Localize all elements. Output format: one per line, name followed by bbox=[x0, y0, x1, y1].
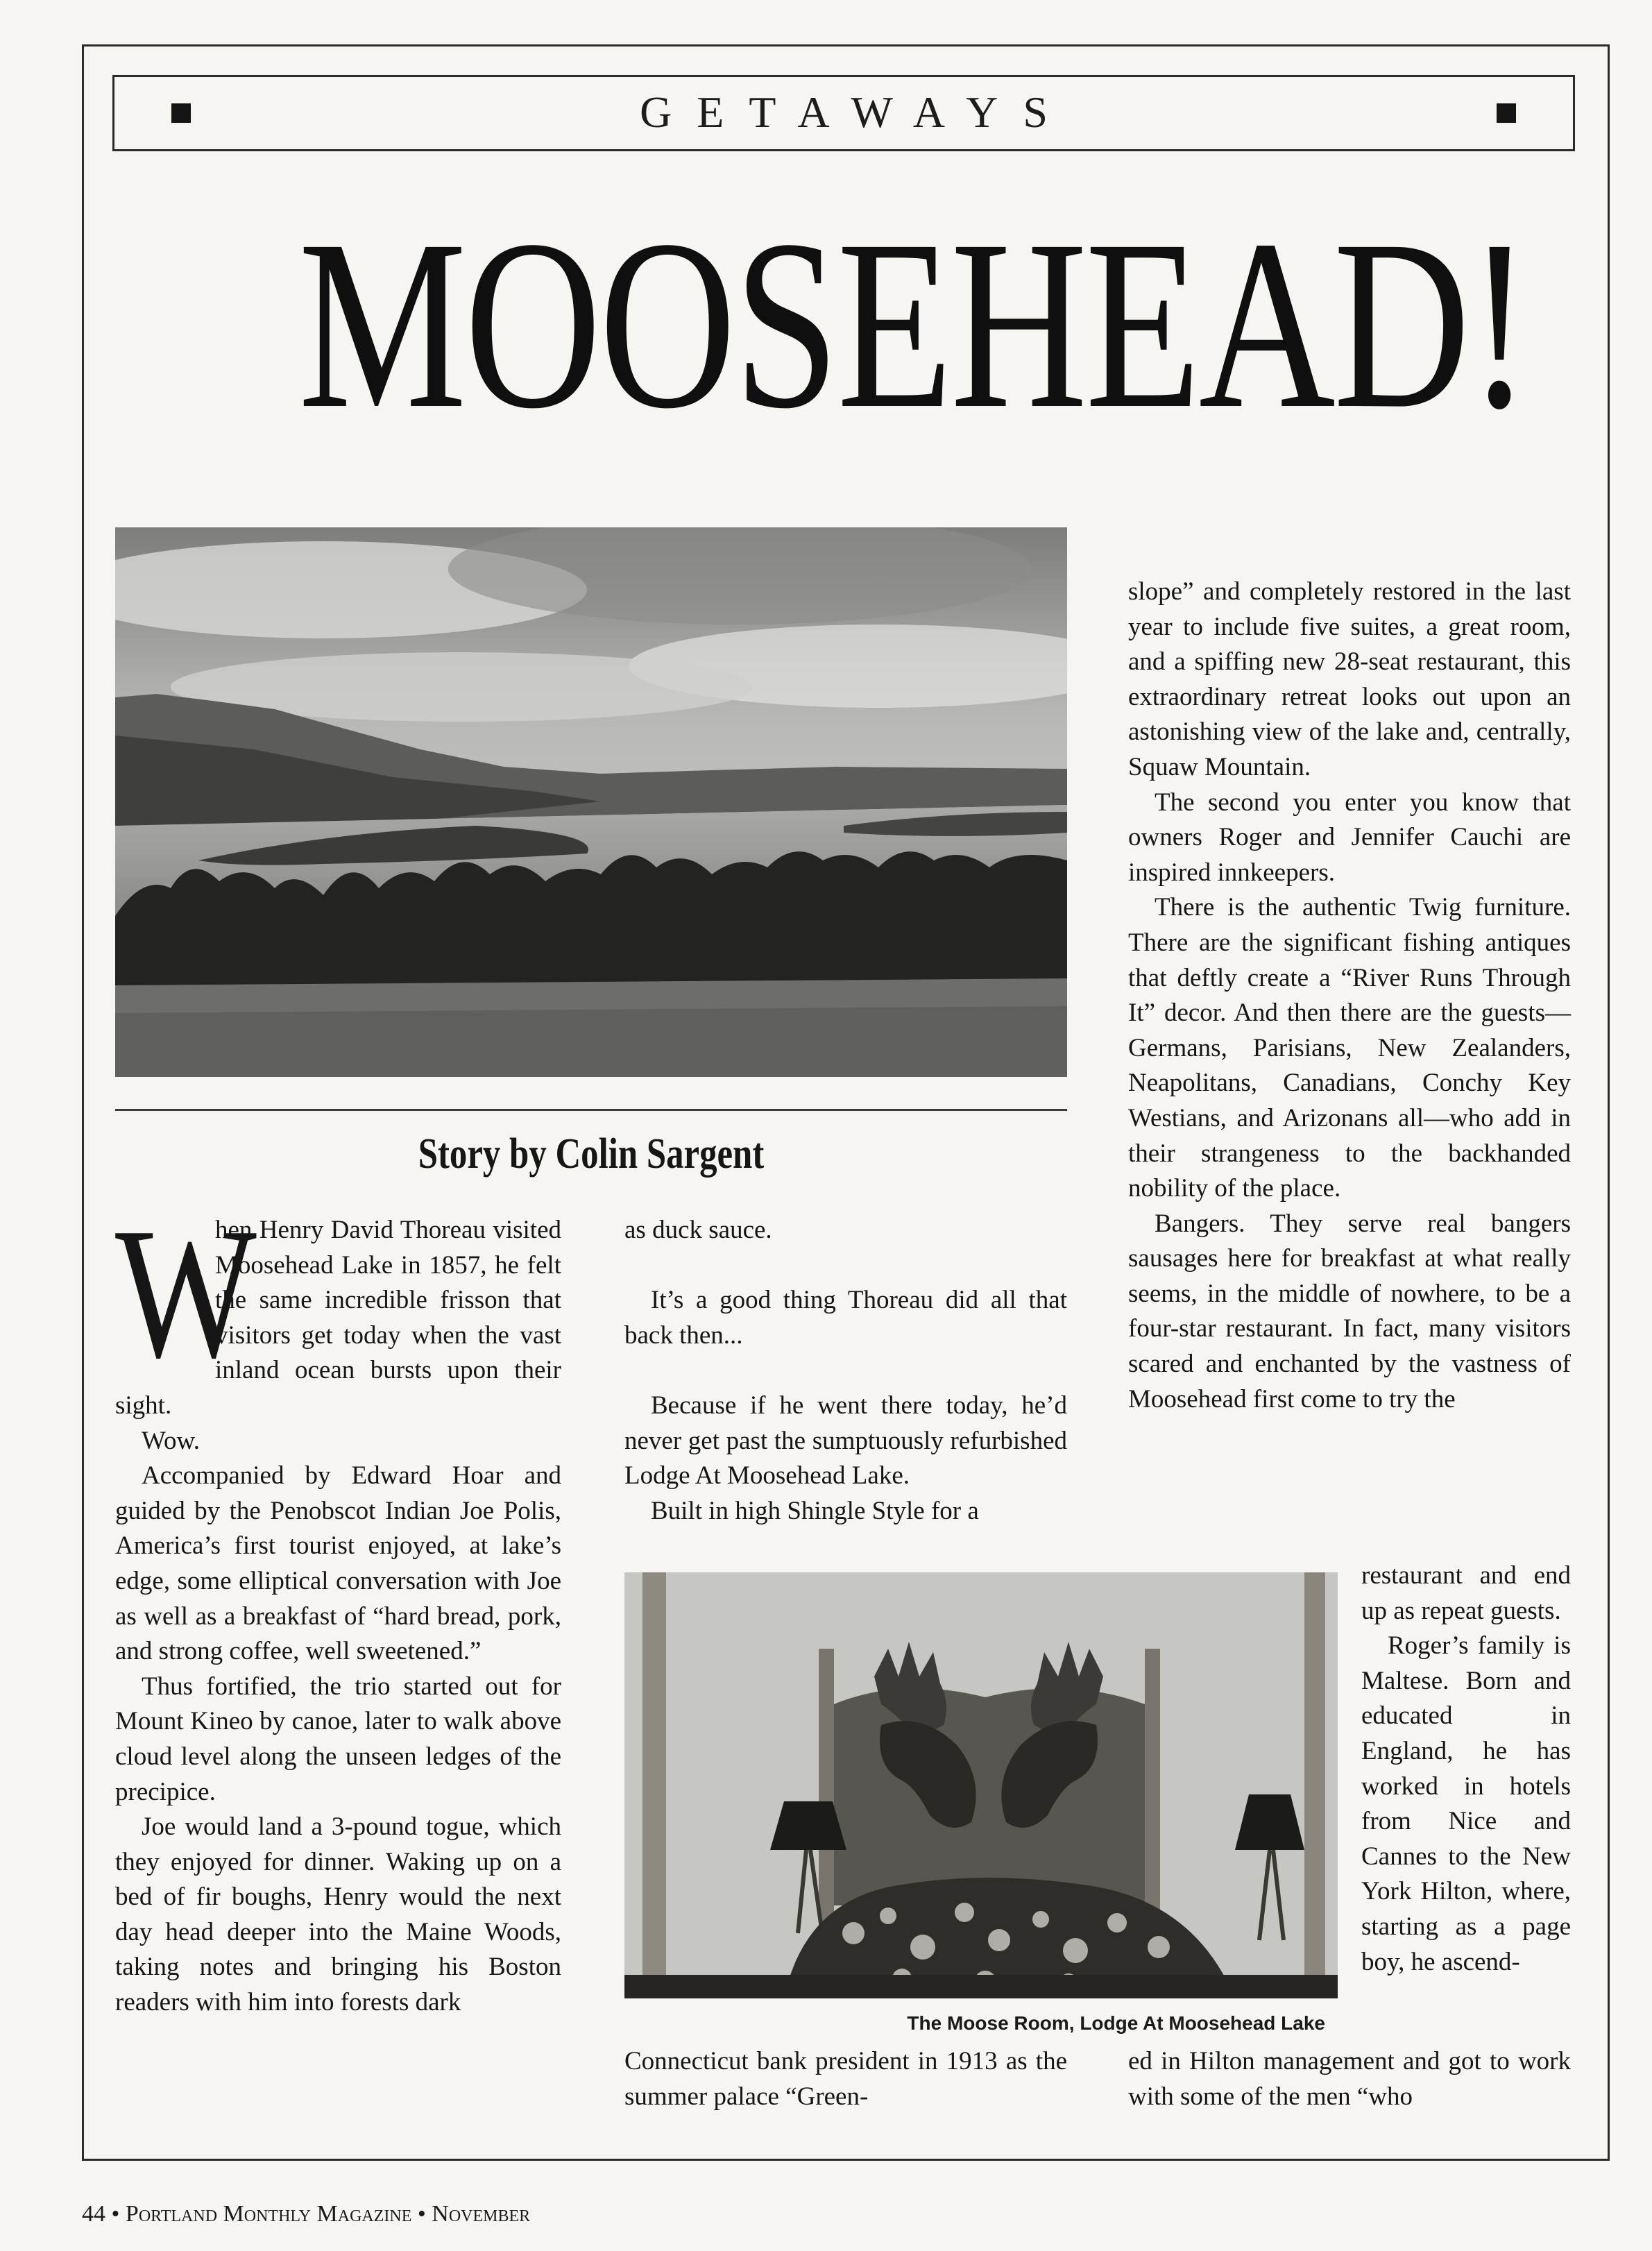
paragraph: Connecticut bank president in 1913 as the summer palace “Green- bbox=[624, 2047, 1067, 2111]
paragraph: The second you enter you know that owners Roger and Jennifer Cauchi are inspired innkeepers. bbox=[1128, 788, 1571, 887]
paragraph: Because if he went there today, he’d never get past the sumptuously refurbished Lodge At Moosehead Lake. bbox=[624, 1391, 1067, 1490]
paragraph: It’s a good thing Thoreau did all that back then... bbox=[624, 1286, 1067, 1350]
column-3-wrap bbox=[1361, 1558, 1571, 1980]
paragraph: Built in high Shingle Style for a bbox=[651, 1496, 979, 1525]
section-kicker: GETAWAYS bbox=[640, 87, 1073, 137]
byline: Story by Colin Sargent bbox=[418, 1130, 765, 1178]
photo-caption-text: The Moose Room, Lodge At Moosehead Lake bbox=[907, 2012, 1325, 2034]
paragraph: Thus fortified, the trio started out for Mount Kineo by canoe, later to walk above cloud level along the unseen ledges of the precipice. bbox=[115, 1672, 561, 1806]
byline-rule bbox=[115, 1109, 1067, 1111]
paragraph: ed in Hilton management and got to work with some of the men “who bbox=[1128, 2047, 1571, 2111]
paragraph: as duck sauce. bbox=[624, 1216, 772, 1244]
column-2 bbox=[624, 1213, 1067, 1529]
column-3 bbox=[1128, 575, 1571, 1417]
paragraph: restaurant and end up as repeat guests. bbox=[1361, 1561, 1571, 1625]
paragraph: Joe would land a 3-pound togue, which they enjoyed for dinner. Waking up on a bed of fir boughs, Henry would the next day head deeper into the Maine Woods, taking notes and bringing his Boston readers with him into forests dark bbox=[115, 1812, 561, 2017]
column-1 bbox=[115, 1189, 561, 2021]
moose-headboard-photo-icon bbox=[624, 1572, 1338, 1998]
section-header bbox=[112, 75, 1575, 151]
paragraph bbox=[115, 1189, 561, 1424]
landscape-photo-icon bbox=[115, 527, 1067, 1077]
paragraph-text: hen Henry David Thoreau visited Moosehead Lake in 1857, he felt the same incredible frisson that visitors get today when the vast inland ocean bursts upon their sight. bbox=[115, 1216, 561, 1420]
drop-cap: W bbox=[115, 1189, 257, 1397]
paragraph: Wow. bbox=[142, 1426, 201, 1455]
lake-landscape-photo bbox=[115, 527, 1067, 1077]
square-bullet-icon bbox=[1497, 103, 1516, 123]
moose-room-photo bbox=[624, 1572, 1338, 1998]
column-2-continued bbox=[624, 2044, 1067, 2114]
paragraph: Roger’s family is Maltese. Born and educated in England, he has worked in hotels from Nice and Cannes to the New York Hilton, where, starting as a page boy, he ascend- bbox=[1361, 1631, 1571, 1976]
paragraph: Accompanied by Edward Hoar and guided by the Penobscot Indian Joe Polis, America’s first tourist enjoyed, at lake’s edge, some elliptical conversation with Joe as well as a breakfast of “hard bread, pork, and strong coffee, well sweetened.” bbox=[115, 1461, 561, 1666]
photo-caption bbox=[624, 2012, 1338, 2035]
column-3-continued bbox=[1128, 2044, 1571, 2114]
paragraph: slope” and completely restored in the last year to include five suites, a great room, and a spiffing new 28-seat restaurant, this extraordinary retreat looks out upon an astonishing view of the lake and, centrally, Squaw Mountain. bbox=[1128, 577, 1571, 781]
page-footer: 44 • Portland Monthly Magazine • November bbox=[82, 2201, 531, 2227]
paragraph: Bangers. They serve real bangers sausages here for breakfast at what really seems, in the middle of nowhere, to be a four-star restaurant. In fact, many visitors scared and enchanted by the vastness of Moosehead first come to try the bbox=[1128, 1209, 1571, 1413]
paragraph: There is the authentic Twig furniture. There are the significant fishing antiques that deftly create a “River Runs Through It” decor. And then there are the guests—Germans, Parisians, New Zealanders, Neapolitans, Canadians, Conchy Key Westians, and Arizonans all—who add in their strangeness to the backhanded nobility of the place. bbox=[1128, 893, 1571, 1203]
article-headline: MOOSEHEAD! bbox=[298, 189, 1529, 459]
